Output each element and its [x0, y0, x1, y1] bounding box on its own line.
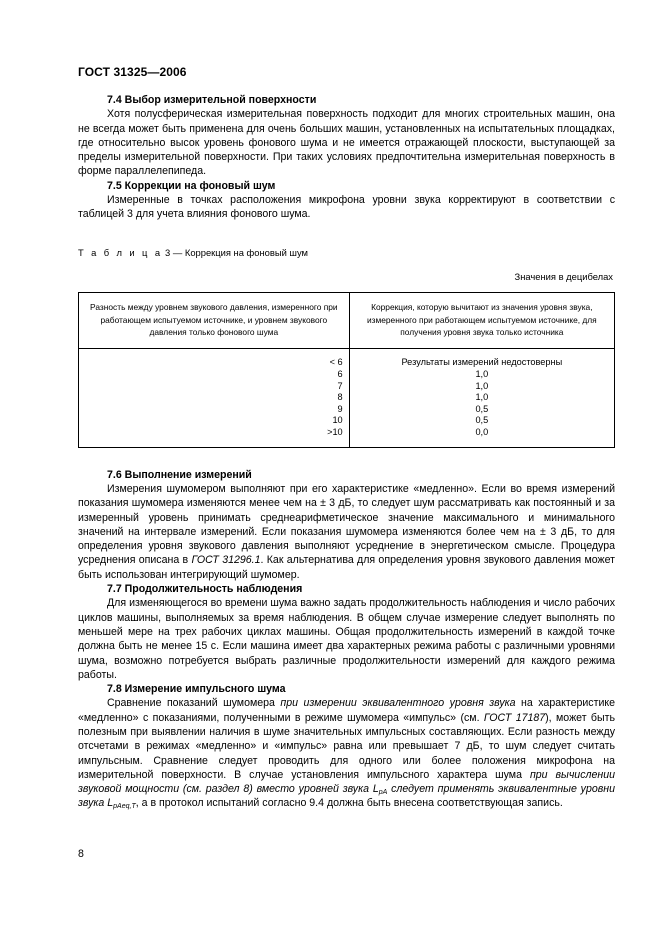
table-number: 3: [165, 246, 171, 258]
table-cell: 9: [337, 403, 343, 414]
difference-values: [79, 349, 350, 447]
subscript-paeq-t: pAeq,T: [113, 803, 136, 811]
table-cell: 8: [337, 392, 343, 403]
table-cell: 6: [337, 369, 343, 380]
gost-17187-reference: ГОСТ 17187: [483, 711, 546, 724]
text-run: Сравнение показаний шумомера: [107, 697, 281, 710]
table-cell: < 6: [329, 357, 343, 368]
table-header-correction: Коррекция, которую вычитают из значения уровня звука, измеренного при работающем испытуемом источнике, для получения уровня звука только источника: [349, 293, 614, 349]
text-run-italic: при измерении эквивалентного уровня звука: [280, 697, 516, 710]
table-cell: 1,0: [475, 392, 489, 403]
text-run: ), может быть полезным при выявлении наличия в шуме значительных импульсных составляющих. Если разность между отсчетами в режимах «медленно» и «импульс» равна или превышает 7 дБ, то шум следует считать импульсным. Сравнение следует проводить для одного или более положения микрофона на измерительной поверхности. В случае установления импульсного характера шума: [78, 711, 615, 781]
symbol-l: L: [107, 797, 114, 810]
table-caption: — Коррекция на фоновый шум: [172, 246, 308, 258]
table-cell: 0,5: [475, 415, 489, 426]
table-label: Т а б л и ц а: [78, 246, 163, 258]
section-7-6-text: [78, 482, 615, 582]
section-7-6-text-b: . Как альтернатива для определения уровня звукового давления может быть использован интегрирующий шумомер.: [78, 554, 615, 581]
table-cell: Результаты измерений недостоверны: [401, 357, 563, 368]
table-title: [78, 246, 615, 260]
page-number: 8: [78, 848, 84, 860]
table-cell: 10: [332, 415, 343, 426]
text-run: , а в протокол испытаний согласно 9.4 должна быть внесена соответствующая запись.: [135, 797, 563, 810]
section-7-7-heading: 7.7 Продолжительность наблюдения: [107, 583, 303, 596]
text-run-italic: при вычислении звуковой мощности (см. раздел 8) вместо уровней звука: [78, 768, 615, 796]
table-row: [79, 349, 615, 447]
correction-table: [78, 292, 615, 447]
section-7-5-text: Измеренные в точках расположения микрофона уровни звука корректируют в соответствии с таблицей 3 для учета влияния фонового шума.: [78, 194, 615, 221]
text-run-italic: следует применять эквивалентные уровни звука: [78, 783, 616, 810]
section-7-4-text: Хотя полусферическая измерительная поверхность подходит для многих строительных машин, она не всегда может быть применена для очень больших машин, установленных на испытательных площадках, где относительно высок уровень фонового шума и не имеется отражающей плоскости, выступающей за пределы измерительной поверхности. При таких условиях предпочтительна измерительная поверхность в форме параллелепипеда.: [78, 108, 615, 178]
section-7-4-heading: 7.4 Выбор измерительной поверхности: [107, 94, 317, 106]
section-7-5-heading: 7.5 Коррекции на фоновый шум: [107, 179, 276, 192]
document-header: ГОСТ 31325—2006: [78, 65, 187, 79]
table-cell: >10: [327, 427, 343, 438]
table-units: Значения в децибелах: [514, 270, 613, 282]
table-cell: 0,5: [475, 403, 489, 414]
section-7-6-heading: 7.6 Выполнение измерений: [107, 468, 252, 481]
subscript-pa: pA: [378, 789, 388, 797]
table-cell: 0,0: [475, 427, 489, 438]
symbol-l: L: [372, 783, 379, 796]
table-cell: 1,0: [475, 380, 489, 391]
table-cell: 1,0: [475, 369, 489, 380]
text-run: на характеристике «медленно» с показаниями, полученными в режиме шумомера «импульс» (см.: [78, 697, 616, 724]
section-7-8-text: [78, 696, 615, 810]
correction-values: [349, 349, 614, 447]
table-cell: 7: [337, 380, 343, 391]
section-7-7-text: Для изменяющегося во времени шума важно задать продолжительность наблюдения и число рабочих циклов машины, выполняемых за время наблюдения. В общем случае измерение следует выполнять по меньшей мере на трех рабочих циклах машины. Общая продолжительность измерений в каждой точке должна быть не менее 15 с. Если машина имеет два характерных режима работы с различными уровнями шума, возможно потребуется выбрать различные продолжительности измерений для каждого режима работы.: [78, 597, 615, 681]
page-body: [78, 93, 615, 811]
section-7-6-text-a: Измерения шумомером выполняют при его характеристике «медленно». Если во время измерений показания шумомера изменяются менее чем на ± 3 дБ, то следует шум рассматривать как постоянный и за измеренный уровень принимать среднеарифметическое значение максимального и минимального значений на интервале измерений. Если показания шумомера изменяются более чем на ± 3 дБ, то для определения уровня звукового давления выполняют усреднение в энергетическом смысле. Процедура усреднения описана в: [78, 482, 615, 567]
section-7-8-heading: 7.8 Измерение импульсного шума: [107, 683, 286, 696]
table-header-difference: Разность между уровнем звукового давления, измеренного при работающем испытуемом источнике, и уровнем звукового давления только фонового шума: [79, 293, 350, 349]
gost-31296-reference: ГОСТ 31296.1: [191, 554, 261, 567]
